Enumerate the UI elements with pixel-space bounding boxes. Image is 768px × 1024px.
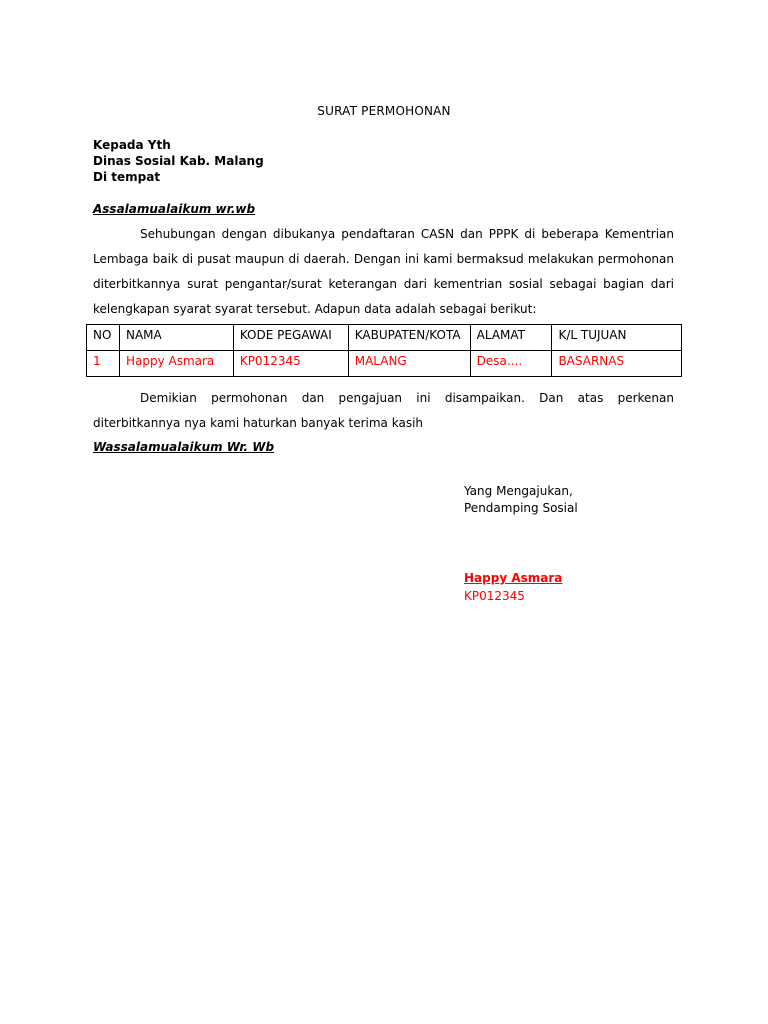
signature-role: Pendamping Sosial [464, 501, 578, 515]
table-cell-kabupaten: MALANG [348, 351, 470, 377]
greeting: Assalamualaikum wr.wb [93, 202, 256, 216]
body-paragraph-intro: Sehubungan dengan dibukanya pendaftaran CASN dan PPPK di beberapa Kementrian Lembaga baik di pusat maupun di daerah. Dengan ini kami bermaksud melakukan permohonan diterbitkannya surat pengantar/surat keterangan dari kementrian sosial sebagai bagian dari kelengkapan syarat syarat tersebut. Adapun data adalah sebagai berikut: [93, 227, 674, 316]
table-header-cell: NAMA [119, 325, 233, 351]
letter-title: SURAT PERMOHONAN [317, 104, 451, 118]
data-table [86, 324, 682, 377]
table-cell-tujuan: BASARNAS [552, 351, 682, 377]
table-cell-nama: Happy Asmara [119, 351, 233, 377]
table-header-cell: ALAMAT [470, 325, 552, 351]
recipient-line: Di tempat [93, 170, 161, 184]
signer-code: KP012345 [464, 589, 525, 603]
table-cell-kode: KP012345 [233, 351, 348, 377]
closing-greeting: Wassalamualaikum Wr. Wb [93, 440, 275, 454]
recipient-block [93, 137, 264, 185]
table-cell-no: 1 [87, 351, 120, 377]
table-cell-alamat: Desa.... [470, 351, 552, 377]
table-header-cell: NO [87, 325, 120, 351]
table-row [87, 351, 682, 377]
recipient-line: Dinas Sosial Kab. Malang [93, 154, 264, 168]
recipient-line: Kepada Yth [93, 138, 171, 152]
signer-name: Happy Asmara [464, 571, 563, 585]
table-header-row [87, 325, 682, 351]
table-header-cell: K/L TUJUAN [552, 325, 682, 351]
signature-block [464, 483, 578, 517]
table-header-cell: KODE PEGAWAI [233, 325, 348, 351]
table-header-cell: KABUPATEN/KOTA [348, 325, 470, 351]
signature-line: Yang Mengajukan, [464, 484, 573, 498]
body-paragraph-closing: Demikian permohonan dan pengajuan ini disampaikan. Dan atas perkenan diterbitkannya nya kami haturkan banyak terima kasih [93, 391, 674, 430]
